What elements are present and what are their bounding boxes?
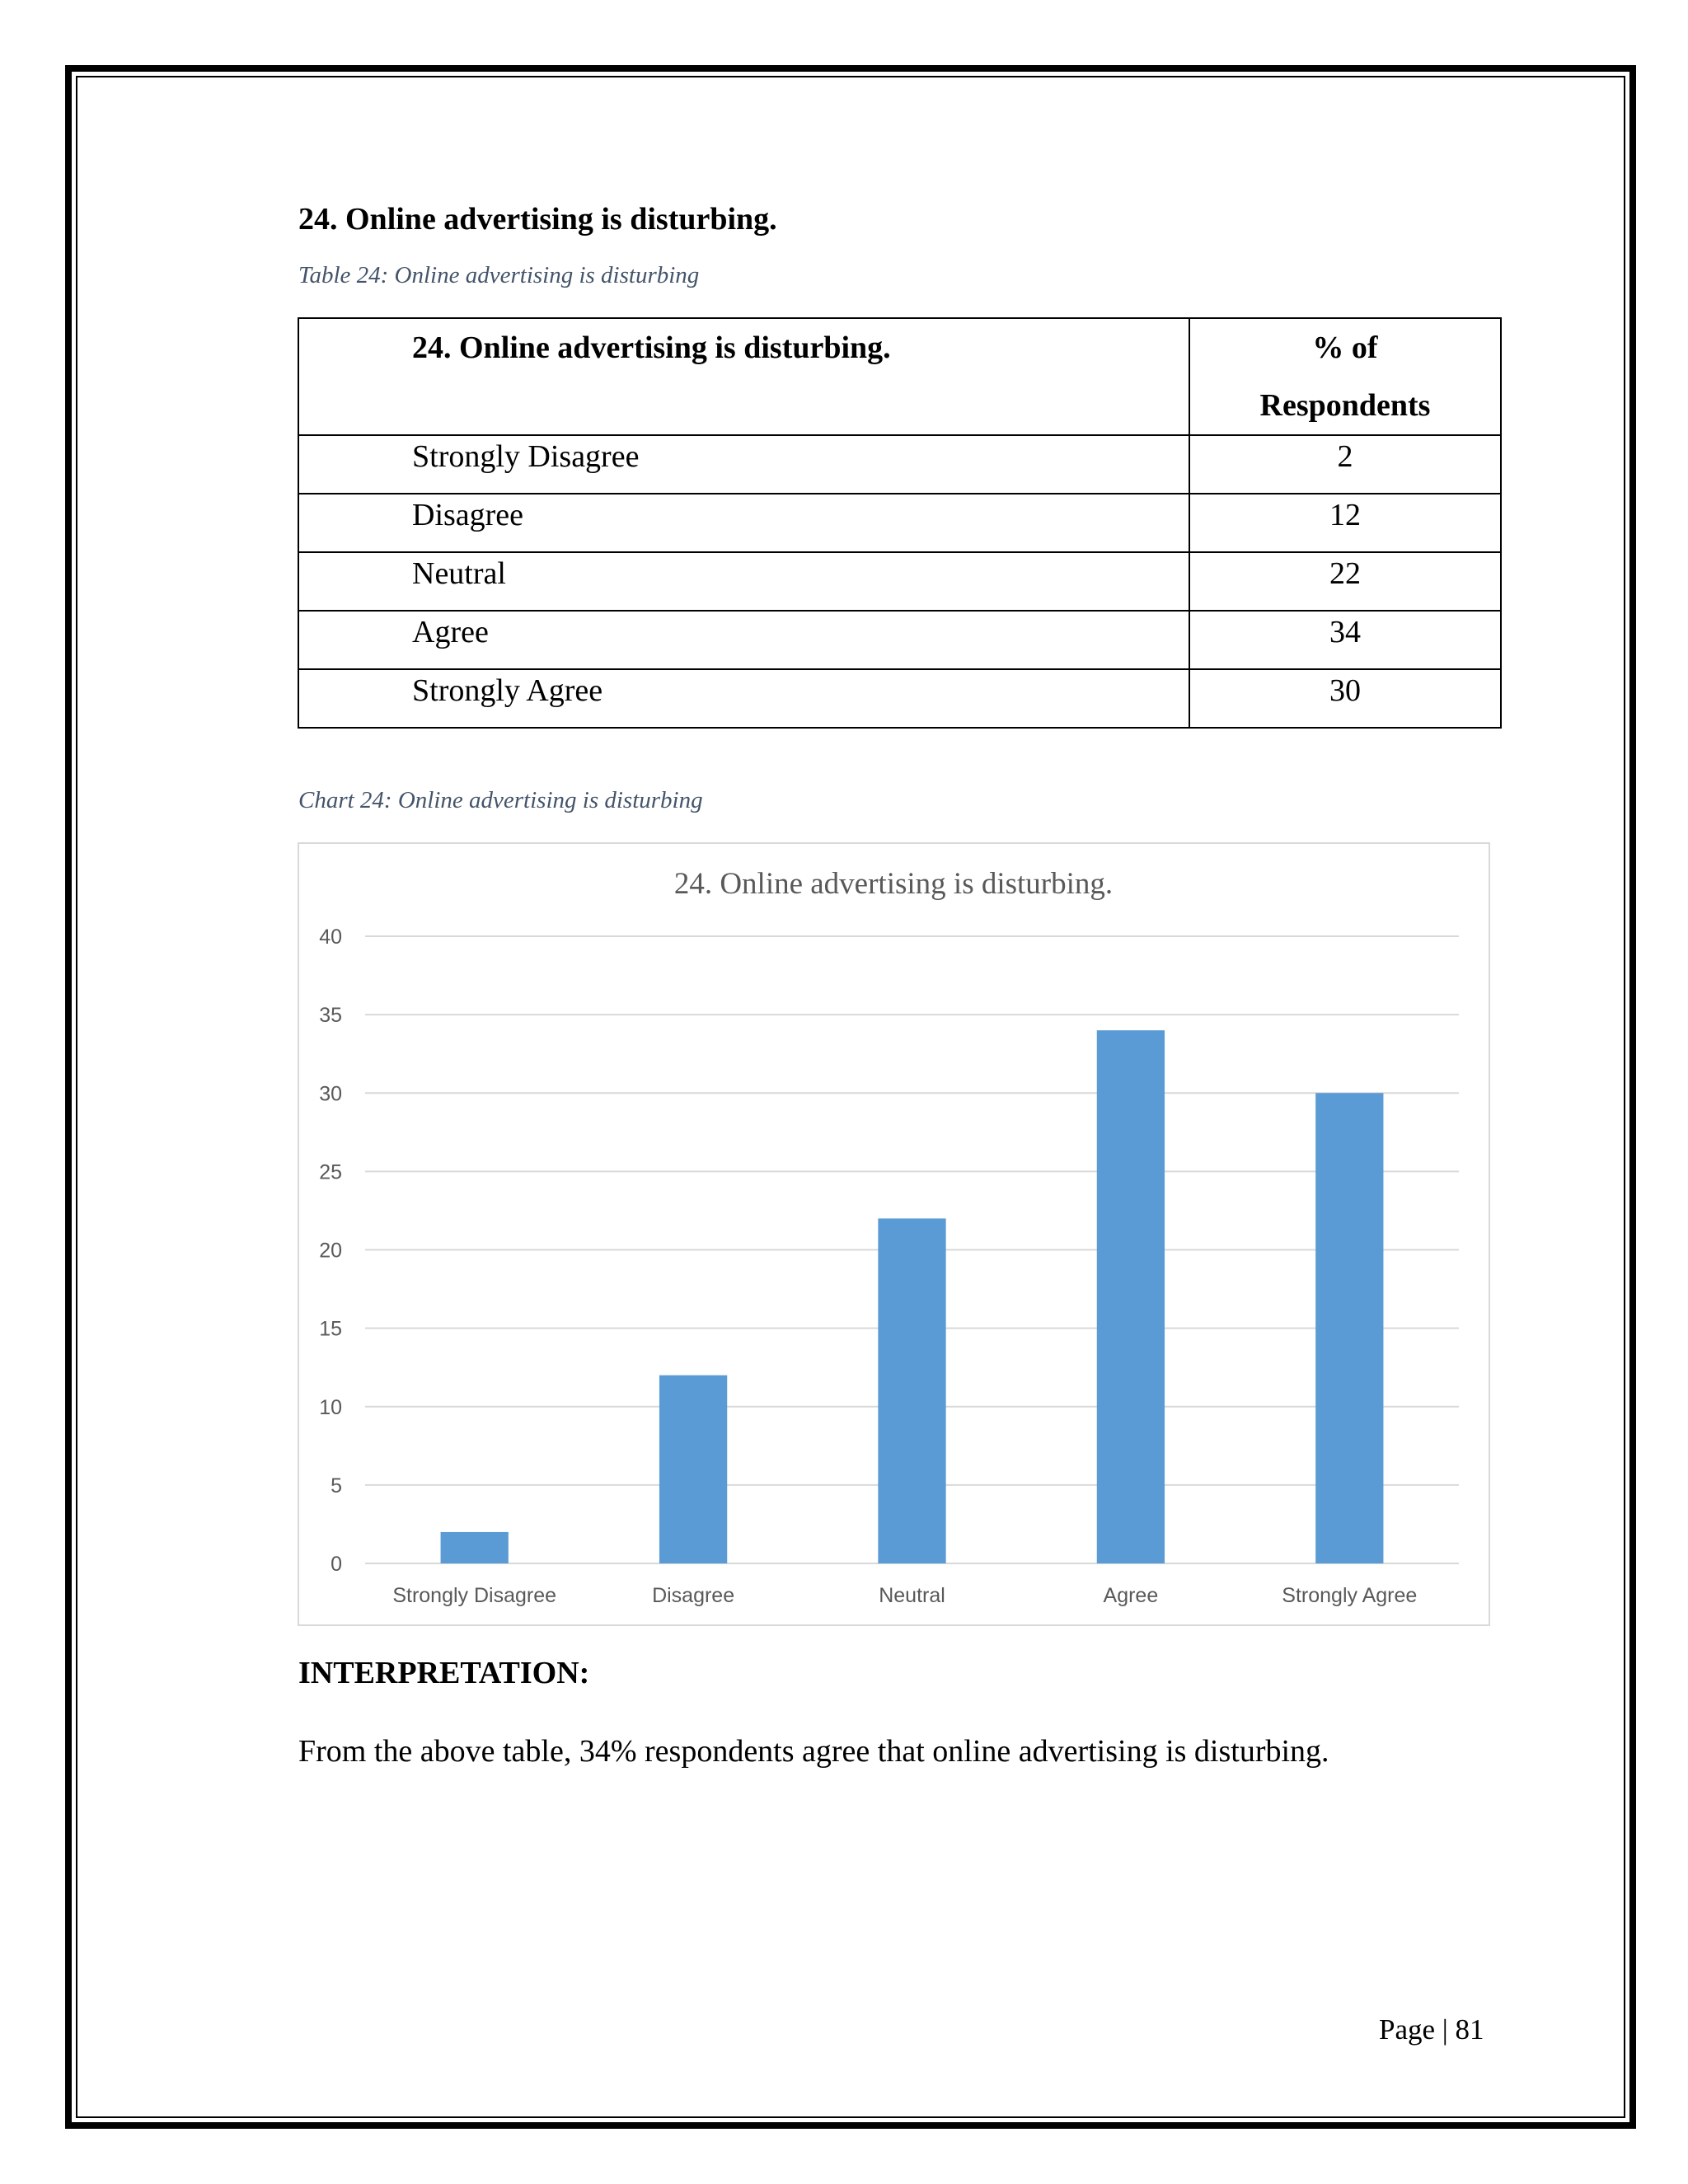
bar-agree [1097,1030,1165,1563]
chart-title: 24. Online advertising is disturbing. [673,867,1114,901]
bar-disagree [659,1376,727,1563]
header-pct-line2: Respondents [1259,388,1431,423]
y-tick-label: 0 [331,1553,342,1576]
row-value: 30 [1189,669,1501,728]
table-row [298,611,1501,669]
table-header-statement: 24. Online advertising is disturbing. [298,318,1189,435]
table-row [298,494,1501,552]
bar-chart [298,842,1490,1626]
table-header-percent [1189,318,1501,435]
y-tick-label: 25 [319,1160,342,1184]
table-caption: Table 24: Online advertising is disturbing [298,262,700,288]
y-tick-label: 5 [331,1474,342,1497]
chart-caption: Chart 24: Online advertising is disturbing [298,787,703,813]
page-number: Page | 81 [1379,2013,1484,2046]
row-label: Strongly Agree [298,669,1189,728]
row-value: 22 [1189,552,1501,611]
bar-strongly-agree [1315,1093,1383,1563]
responses-table [298,317,1502,729]
y-tick-label: 15 [319,1317,342,1341]
x-tick-label: Strongly Agree [1282,1584,1418,1607]
x-tick-label: Disagree [652,1584,735,1607]
row-label: Strongly Disagree [298,435,1189,494]
chart-bars [441,1030,1384,1563]
chart-y-axis-ticks [319,926,342,1576]
bar-strongly-disagree [441,1532,509,1563]
y-tick-label: 40 [319,926,342,949]
chart-svg [299,844,1489,1624]
x-tick-label: Strongly Disagree [392,1584,557,1607]
y-tick-label: 10 [319,1395,342,1419]
table-row [298,435,1501,494]
y-tick-label: 30 [319,1082,342,1106]
y-tick-label: 35 [319,1004,342,1028]
row-value: 12 [1189,494,1501,552]
interpretation-text: From the above table, 34% respondents agree that online advertising is disturbing. [298,1734,1329,1769]
bar-neutral [878,1218,945,1563]
table-row [298,552,1501,611]
chart-x-axis-labels [392,1584,1417,1607]
row-value: 2 [1189,435,1501,494]
table-header-row [298,318,1501,435]
row-label: Agree [298,611,1189,669]
x-tick-label: Agree [1103,1584,1159,1607]
y-tick-label: 20 [319,1239,342,1263]
row-value: 34 [1189,611,1501,669]
interpretation-title: INTERPRETATION: [298,1656,590,1690]
section-heading: 24. Online advertising is disturbing. [298,202,777,237]
x-tick-label: Neutral [879,1584,945,1607]
table-row [298,669,1501,728]
row-label: Disagree [298,494,1189,552]
header-pct-line1: % of [1312,330,1378,365]
row-label: Neutral [298,552,1189,611]
